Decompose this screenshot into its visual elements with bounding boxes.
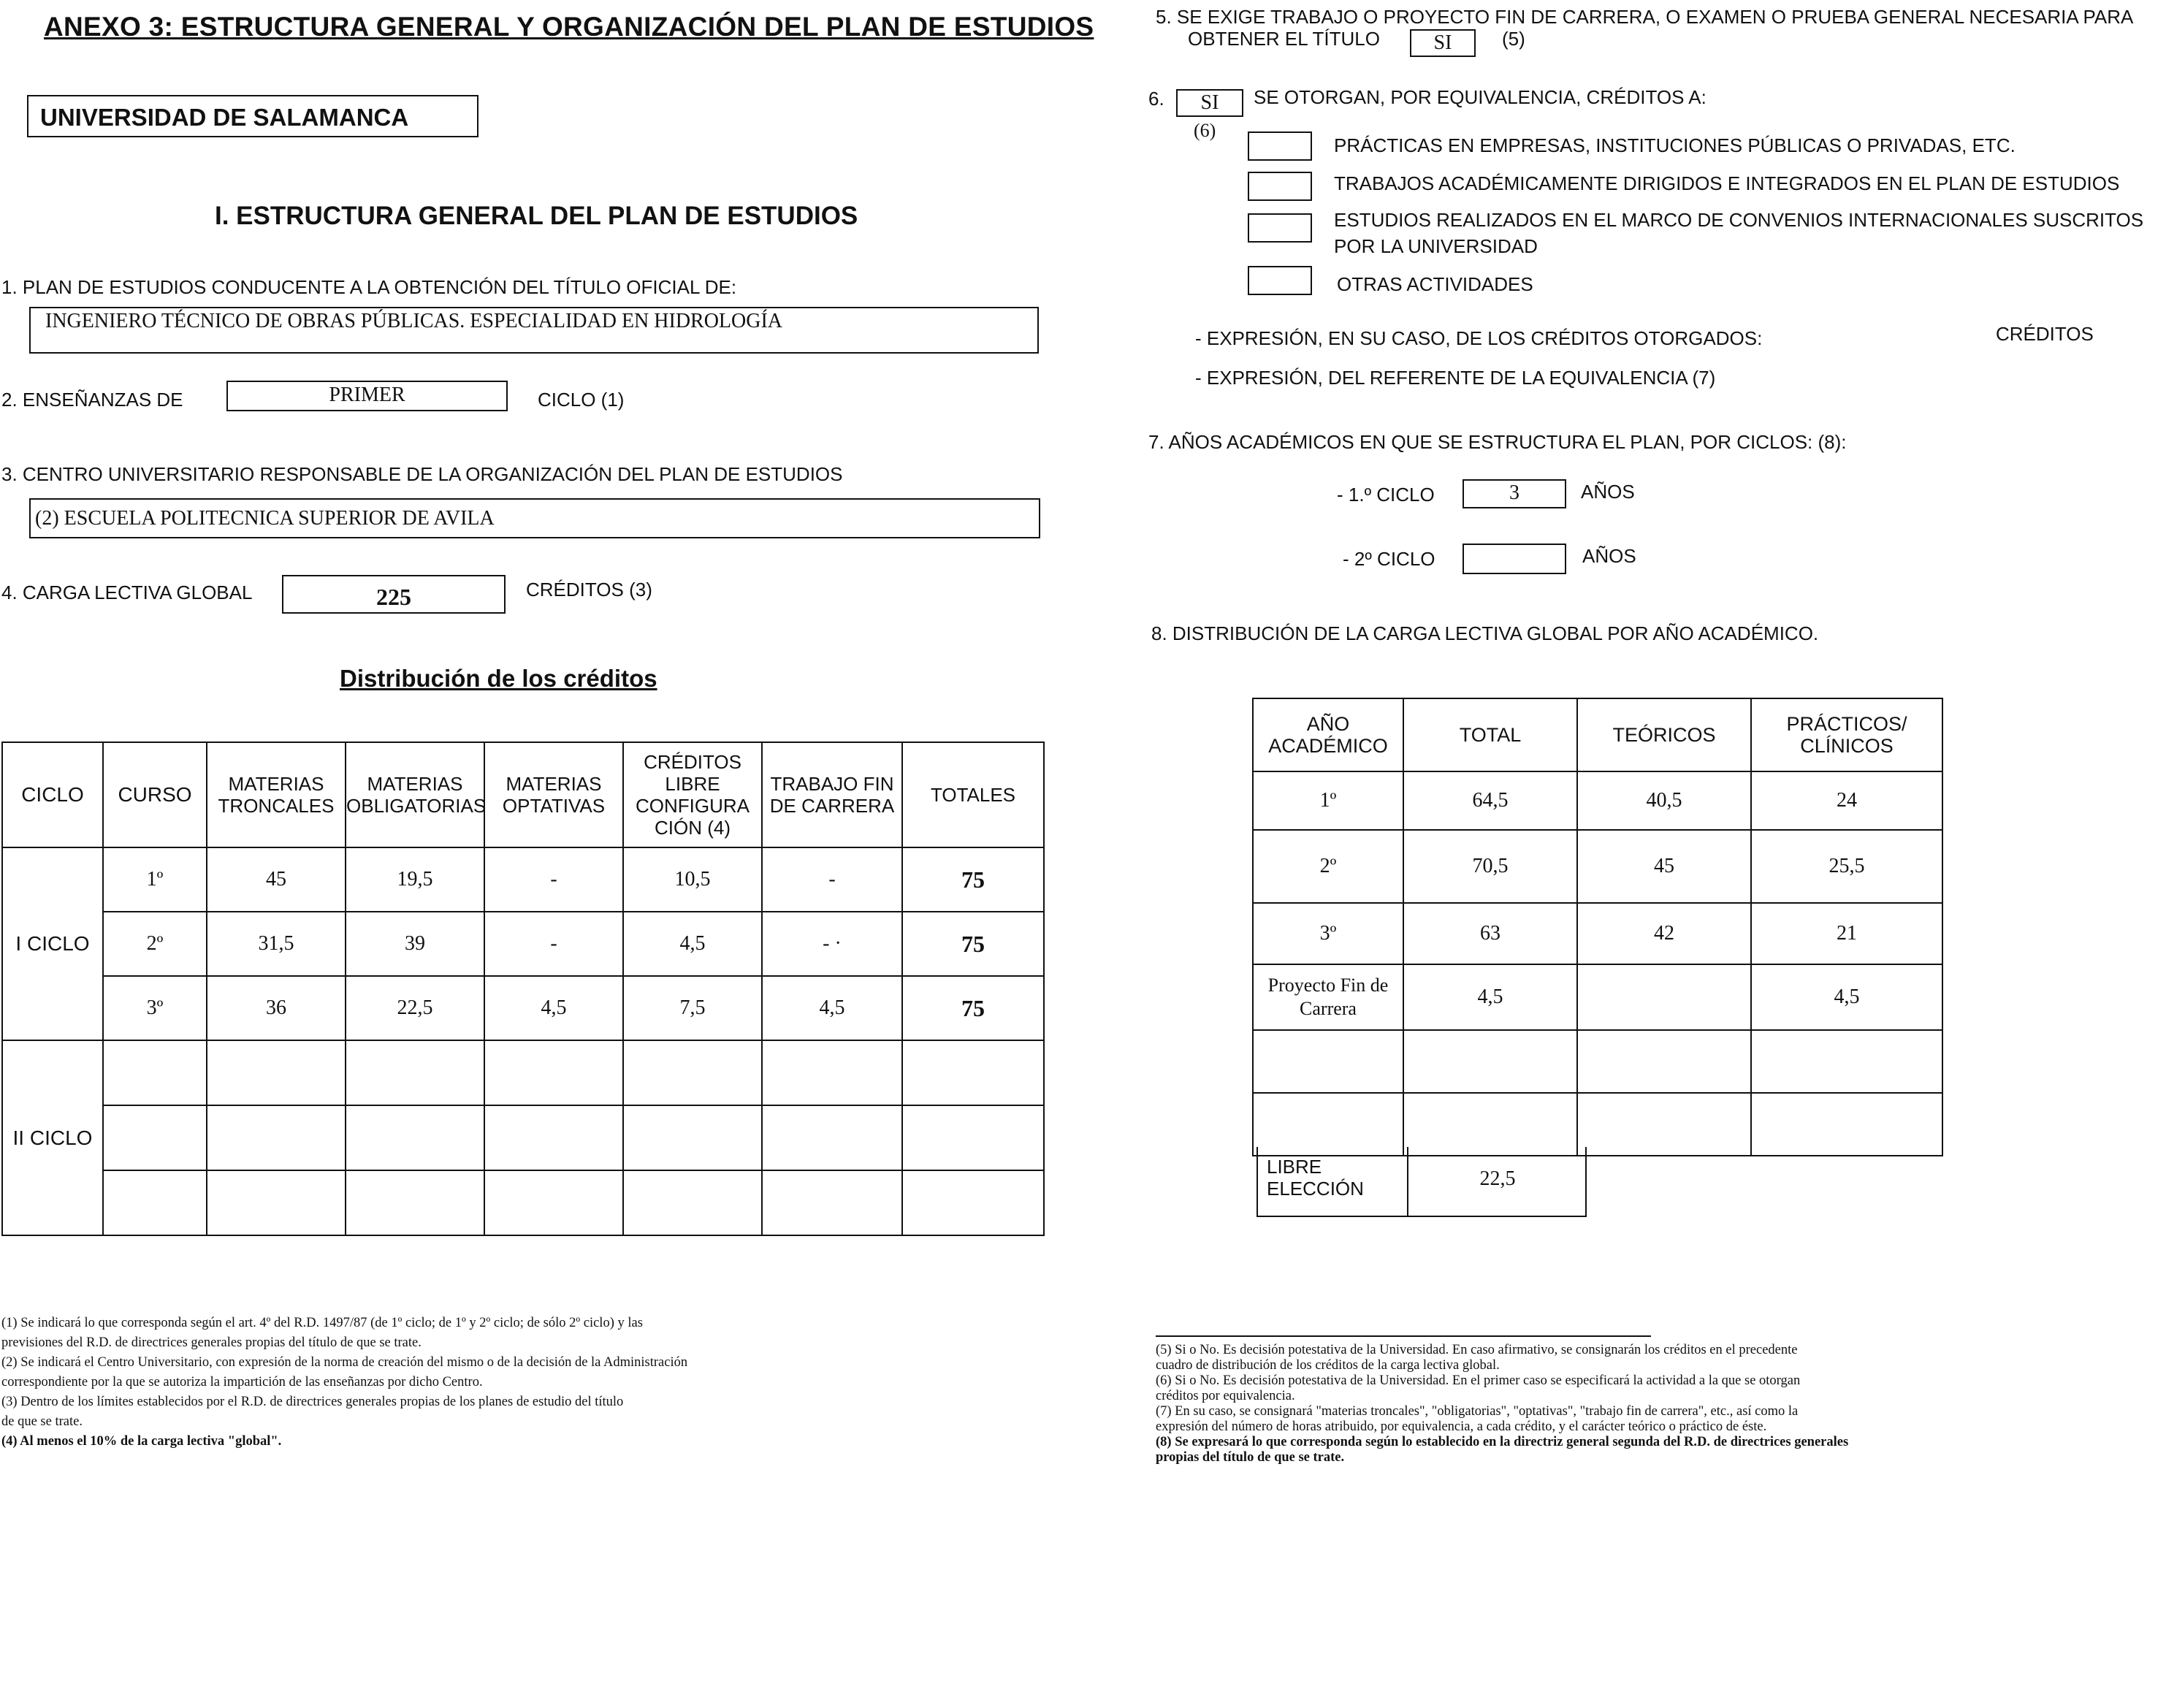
cell-trabajo: - — [762, 847, 902, 912]
cell-total: 70,5 — [1403, 830, 1577, 903]
empty-cell — [623, 1105, 762, 1170]
q4-label: 4. CARGA LECTIVA GLOBAL — [1, 582, 253, 603]
q2-value: PRIMER — [329, 384, 405, 406]
option-checkbox-practicas[interactable] — [1248, 131, 1312, 161]
cell-obligatorias: 19,5 — [346, 847, 484, 912]
footnote-line: créditos por equivalencia. — [1156, 1389, 1295, 1403]
header-totales: TOTALES — [902, 742, 1044, 847]
table-header-row — [1253, 698, 1942, 771]
empty-cell — [103, 1105, 207, 1170]
q7-cycle2-field — [1463, 544, 1566, 574]
table-row — [1253, 1030, 1942, 1093]
cell-optativas: 4,5 — [484, 976, 623, 1040]
q4-value: 225 — [376, 584, 411, 610]
q6-note: (6) — [1194, 120, 1216, 141]
cell-total: 75 — [902, 912, 1044, 976]
cell-libre: 7,5 — [623, 976, 762, 1040]
expression-equivalence-label: - EXPRESIÓN, DEL REFERENTE DE LA EQUIVALENCIA (7) — [1195, 367, 1716, 389]
empty-cell — [484, 1040, 623, 1105]
option-checkbox-convenios[interactable] — [1248, 213, 1312, 243]
ciclo-1-label: I CICLO — [2, 847, 103, 1040]
footnote-line: (2) Se indicará el Centro Universitario, con expresión de la norma de creación del mismo o de la decisión de la Administración — [1, 1355, 688, 1370]
q5-value: SI — [1433, 31, 1452, 54]
q4-field — [282, 575, 506, 614]
q8-label: 8. DISTRIBUCIÓN DE LA CARGA LECTIVA GLOBAL POR AÑO ACADÉMICO. — [1151, 622, 1819, 644]
empty-cell — [1577, 1093, 1751, 1156]
table-row — [1253, 964, 1942, 1030]
footnote-line: de que se trate. — [1, 1414, 83, 1429]
cell-teoricos: 45 — [1577, 830, 1751, 903]
libre-eleccion-value: 22,5 — [1479, 1167, 1516, 1190]
q4-suffix: CRÉDITOS (3) — [526, 579, 652, 601]
cell-teoricos: 42 — [1577, 903, 1751, 964]
header-total: TOTAL — [1403, 698, 1577, 771]
empty-cell — [346, 1040, 484, 1105]
empty-cell — [103, 1170, 207, 1235]
footnote-line: cuadro de distribución de los créditos de la carga lectiva global. — [1156, 1358, 1500, 1373]
empty-cell — [484, 1105, 623, 1170]
cell-year: 3º — [1253, 903, 1403, 964]
q1-label: 1. PLAN DE ESTUDIOS CONDUCENTE A LA OBTENCIÓN DEL TÍTULO OFICIAL DE: — [1, 276, 737, 298]
empty-cell — [207, 1105, 346, 1170]
footnote-divider — [1156, 1335, 1651, 1337]
cell-total: 63 — [1403, 903, 1577, 964]
libre-eleccion-row — [1256, 1147, 1587, 1217]
table-row — [2, 1040, 1044, 1105]
cell-practicos: 25,5 — [1751, 830, 1942, 903]
cell-troncales: 31,5 — [207, 912, 346, 976]
credits-distribution-table — [1, 741, 1045, 1236]
empty-cell — [902, 1105, 1044, 1170]
table-row — [1253, 771, 1942, 830]
empty-cell — [623, 1170, 762, 1235]
university-name: UNIVERSIDAD DE SALAMANCA — [40, 104, 409, 131]
cell-teoricos — [1577, 964, 1751, 1030]
option-label-trabajos: TRABAJOS ACADÉMICAMENTE DIRIGIDOS E INTEGRADOS EN EL PLAN DE ESTUDIOS — [1334, 172, 2120, 194]
table-row — [1253, 903, 1942, 964]
cell-optativas: - — [484, 912, 623, 976]
table-row — [1253, 830, 1942, 903]
footnote-line: previsiones del R.D. de directrices generales propias del título de que se trate. — [1, 1335, 422, 1350]
footnote-line: propias del título de que se trate. — [1156, 1450, 1345, 1465]
q7-cycle2-label: - 2º CICLO — [1343, 548, 1435, 570]
table-row — [2, 976, 1044, 1040]
empty-cell — [1751, 1093, 1942, 1156]
table-header-row — [2, 742, 1044, 847]
header-teoricos: TEÓRICOS — [1577, 698, 1751, 771]
empty-cell — [346, 1105, 484, 1170]
header-trabajo-fin-carrera: TRABAJO FIN DE CARRERA — [762, 742, 902, 847]
q7-cycle1-field — [1463, 479, 1566, 508]
cell-curso: 3º — [103, 976, 207, 1040]
q6-value: SI — [1200, 91, 1219, 114]
footnote-line: (8) Se expresará lo que corresponda según lo establecido en la directriz general segunda del R.D. de directrices generales — [1156, 1435, 1849, 1449]
q7-cycle1-value: 3 — [1509, 481, 1519, 504]
q7-cycle1-unit: AÑOS — [1581, 481, 1635, 503]
cell-libre: 10,5 — [623, 847, 762, 912]
header-optativas: MATERIAS OPTATIVAS — [484, 742, 623, 847]
table-row — [2, 1170, 1044, 1235]
q1-field — [29, 307, 1039, 354]
cell-obligatorias: 22,5 — [346, 976, 484, 1040]
empty-cell — [346, 1170, 484, 1235]
empty-cell — [1751, 1030, 1942, 1093]
distribution-title: Distribución de los créditos — [340, 665, 657, 692]
cell-year: Proyecto Fin de Carrera — [1253, 964, 1403, 1030]
option-checkbox-otras[interactable] — [1248, 266, 1312, 295]
cell-total: 4,5 — [1403, 964, 1577, 1030]
q6-number: 6. — [1148, 88, 1164, 110]
q3-value: (2) ESCUELA POLITECNICA SUPERIOR DE AVILA — [35, 507, 495, 530]
anexo-title: ANEXO 3: ESTRUCTURA GENERAL Y ORGANIZACIÓN DEL PLAN DE ESTUDIOS — [44, 12, 1094, 42]
section-title: I. ESTRUCTURA GENERAL DEL PLAN DE ESTUDIOS — [215, 202, 858, 230]
footnote-line: (7) En su caso, se consignará "materias troncales", "obligatorias", "optativas", "trabajo fin de carrera", etc., así como la — [1156, 1404, 1799, 1419]
cell-optativas: - — [484, 847, 623, 912]
cell-practicos: 24 — [1751, 771, 1942, 830]
right-footnotes — [1156, 1343, 2032, 1465]
option-checkbox-trabajos[interactable] — [1248, 172, 1312, 201]
q3-field — [29, 498, 1040, 538]
empty-cell — [484, 1170, 623, 1235]
q5-note: (5) — [1502, 28, 1525, 50]
expression-credits-label: - EXPRESIÓN, EN SU CASO, DE LOS CRÉDITOS OTORGADOS: — [1195, 327, 1763, 349]
cell-year: 1º — [1253, 771, 1403, 830]
empty-cell — [1577, 1030, 1751, 1093]
q5-line1: 5. SE EXIGE TRABAJO O PROYECTO FIN DE CARRERA, O EXAMEN O PRUEBA GENERAL NECESARIA PARA — [1156, 6, 2134, 28]
option-label-practicas: PRÁCTICAS EN EMPRESAS, INSTITUCIONES PÚBLICAS O PRIVADAS, ETC. — [1334, 134, 2016, 156]
cell-year: 2º — [1253, 830, 1403, 903]
footnote-line: expresión del número de horas atribuido, por equivalencia, a cada crédito, y el carácter teórico o práctico de éste. — [1156, 1419, 1767, 1434]
cell-trabajo: - · — [762, 912, 902, 976]
empty-cell — [623, 1040, 762, 1105]
empty-cell — [1403, 1030, 1577, 1093]
table-row — [2, 1105, 1044, 1170]
header-obligatorias: MATERIAS OBLIGATORIAS — [346, 742, 484, 847]
footnote-line: (4) Al menos el 10% de la carga lectiva "global". — [1, 1434, 282, 1449]
empty-cell — [902, 1040, 1044, 1105]
q7-cycle2-unit: AÑOS — [1582, 545, 1636, 567]
option-label-convenios-line2: POR LA UNIVERSIDAD — [1334, 235, 1538, 257]
header-anio: AÑO ACADÉMICO — [1253, 698, 1403, 771]
header-libre-configuracion: CRÉDITOS LIBRE CONFIGURA CIÓN (4) — [623, 742, 762, 847]
libre-eleccion-label: LIBRE ELECCIÓN — [1267, 1156, 1364, 1200]
university-box — [27, 95, 478, 137]
cell-total: 64,5 — [1403, 771, 1577, 830]
cell-practicos: 4,5 — [1751, 964, 1942, 1030]
header-troncales: MATERIAS TRONCALES — [207, 742, 346, 847]
cell-troncales: 36 — [207, 976, 346, 1040]
cell-obligatorias: 39 — [346, 912, 484, 976]
cell-total: 75 — [902, 976, 1044, 1040]
empty-cell — [1253, 1030, 1403, 1093]
cell-practicos: 21 — [1751, 903, 1942, 964]
header-ciclo: CICLO — [2, 742, 103, 847]
table-row — [2, 847, 1044, 912]
empty-cell — [762, 1040, 902, 1105]
q5-line2: OBTENER EL TÍTULO — [1188, 28, 1380, 50]
empty-cell — [902, 1170, 1044, 1235]
cell-libre: 4,5 — [623, 912, 762, 976]
q6-field — [1176, 89, 1243, 117]
table-row — [2, 912, 1044, 976]
cell-curso: 2º — [103, 912, 207, 976]
left-footnotes — [1, 1314, 907, 1452]
cell-total: 75 — [902, 847, 1044, 912]
empty-cell — [207, 1170, 346, 1235]
footnote-line: (1) Se indicará lo que corresponda según el art. 4º del R.D. 1497/87 (de 1º ciclo; de 1º y 2º ciclo; de sólo 2º ciclo) y las — [1, 1316, 643, 1330]
cell-troncales: 45 — [207, 847, 346, 912]
q2-suffix: CICLO (1) — [538, 389, 625, 411]
footnote-line: correspondiente por la que se autoriza la impartición de las enseñanzas por dicho Centro. — [1, 1375, 483, 1389]
q5-field — [1410, 29, 1476, 57]
empty-cell — [103, 1040, 207, 1105]
header-practicos: PRÁCTICOS/ CLÍNICOS — [1751, 698, 1942, 771]
q2-field — [226, 381, 508, 411]
footnote-line: (3) Dentro de los límites establecidos por el R.D. de directrices generales propias de los planes de estudio del título — [1, 1395, 624, 1409]
option-label-otras: OTRAS ACTIVIDADES — [1337, 273, 1533, 295]
year-distribution-table — [1252, 698, 1943, 1156]
cell-curso: 1º — [103, 847, 207, 912]
expression-credits-unit: CRÉDITOS — [1996, 323, 2094, 345]
q3-label: 3. CENTRO UNIVERSITARIO RESPONSABLE DE LA ORGANIZACIÓN DEL PLAN DE ESTUDIOS — [1, 463, 843, 485]
q2-label: 2. ENSEÑANZAS DE — [1, 389, 183, 411]
option-label-convenios: ESTUDIOS REALIZADOS EN EL MARCO DE CONVENIOS INTERNACIONALES SUSCRITOS — [1334, 209, 2144, 231]
empty-cell — [762, 1105, 902, 1170]
empty-cell — [207, 1040, 346, 1105]
q6-label: SE OTORGAN, POR EQUIVALENCIA, CRÉDITOS A: — [1254, 86, 1707, 108]
cell-teoricos: 40,5 — [1577, 771, 1751, 830]
q7-label: 7. AÑOS ACADÉMICOS EN QUE SE ESTRUCTURA EL PLAN, POR CICLOS: (8): — [1148, 431, 1847, 453]
cell-trabajo: 4,5 — [762, 976, 902, 1040]
ciclo-2-label: II CICLO — [2, 1040, 103, 1235]
q1-value: INGENIERO TÉCNICO DE OBRAS PÚBLICAS. ESPECIALIDAD EN HIDROLOGÍA — [45, 310, 783, 332]
q7-cycle1-label: - 1.º CICLO — [1337, 484, 1435, 506]
header-curso: CURSO — [103, 742, 207, 847]
footnote-line: (6) Si o No. Es decisión potestativa de la Universidad. En el primer caso se especificará la actividad a la que se otorgan — [1156, 1373, 1801, 1388]
empty-cell — [762, 1170, 902, 1235]
footnote-line: (5) Si o No. Es decisión potestativa de la Universidad. En caso afirmativo, se consignarán los créditos en el precedente — [1156, 1343, 1798, 1357]
